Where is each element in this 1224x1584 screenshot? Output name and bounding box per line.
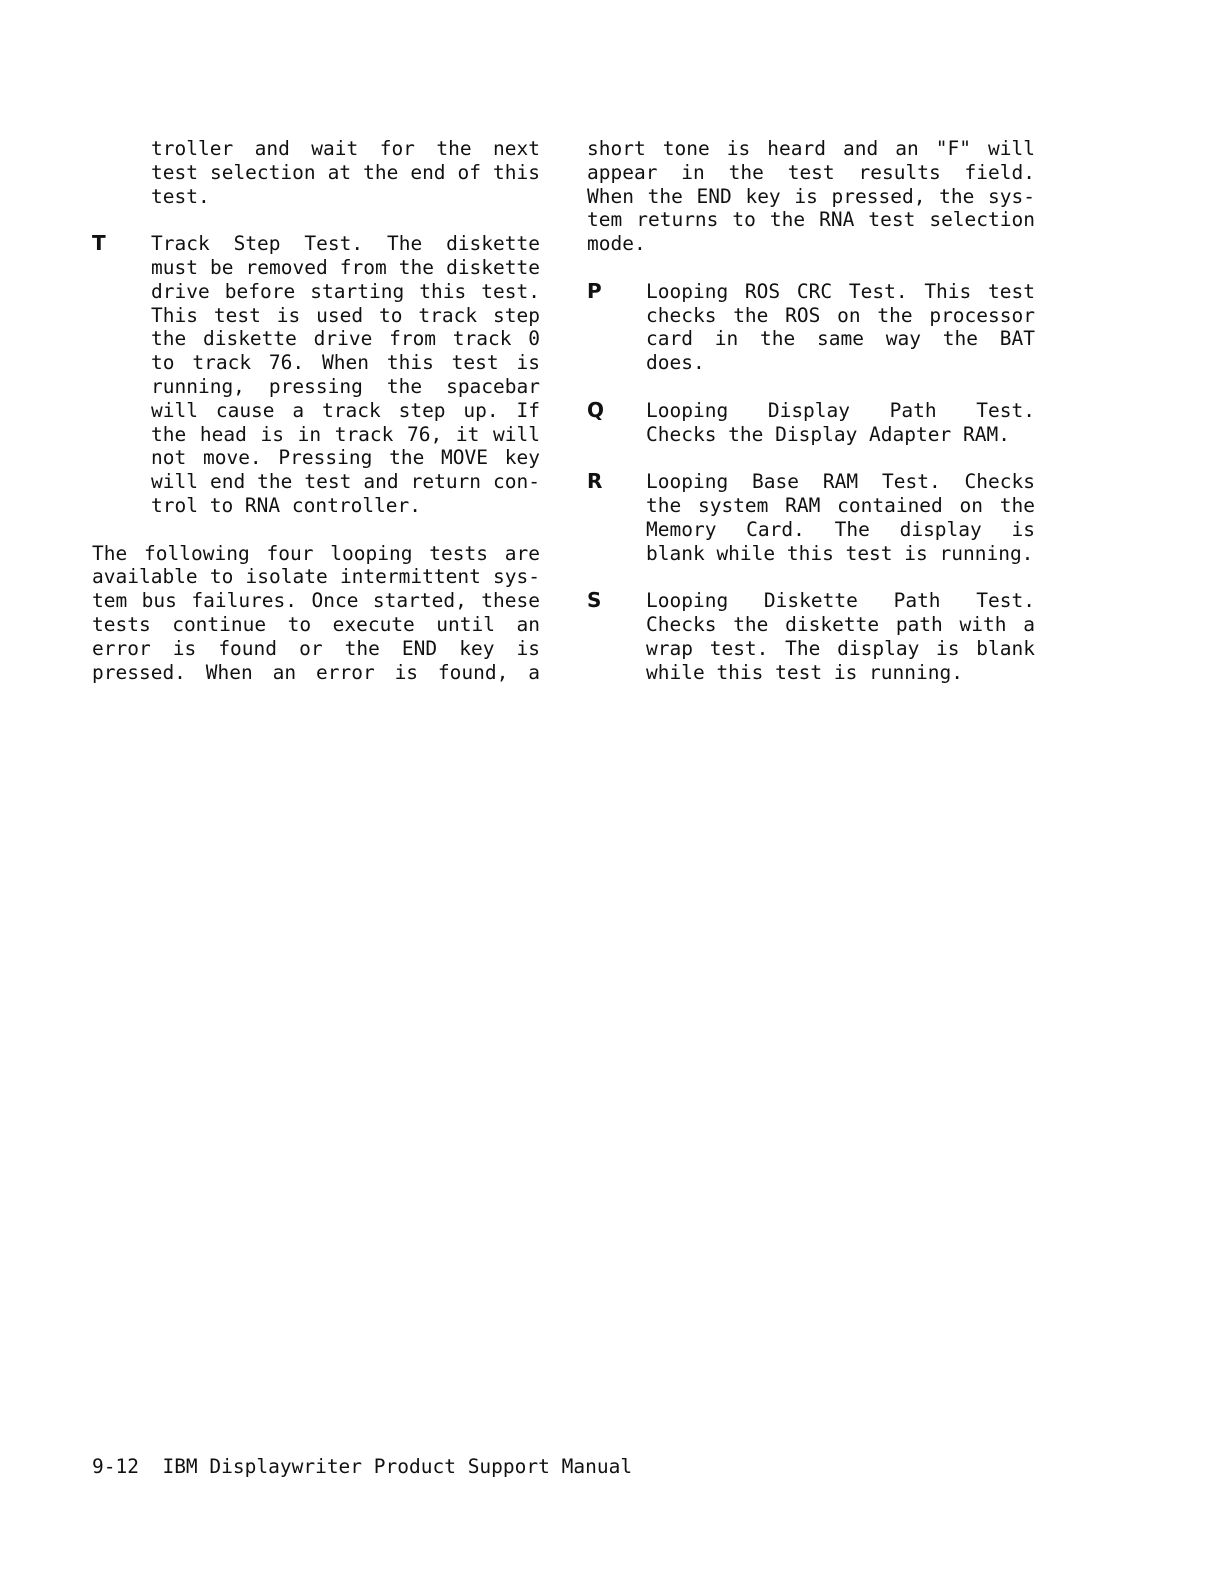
text-line: running, pressing the spacebar — [151, 374, 540, 398]
text-line: short tone is heard and an "F" will — [587, 137, 1035, 160]
text-line: Looping Base RAM Test. Checks — [646, 470, 1035, 494]
text-line: When the END key is pressed, the sys- — [587, 184, 1035, 208]
text-line: tests continue to execute until an — [92, 612, 540, 636]
test-entry-q — [587, 399, 1035, 447]
text-line: test. — [151, 184, 210, 208]
text-line: the system RAM contained on the — [646, 493, 1035, 517]
text-line: wrap test. The display is blank — [646, 636, 1035, 660]
text-line: does. — [646, 351, 705, 375]
test-entry-s — [587, 589, 1035, 684]
text-line: Track Step Test. The diskette — [151, 232, 540, 256]
text-line: checks the ROS on the processor — [646, 303, 1035, 327]
test-key-label: R — [587, 469, 603, 494]
text-line: error is found or the END key is — [92, 636, 540, 660]
text-line: will cause a track step up. If — [151, 398, 540, 422]
text-line: to track 76. When this test is — [151, 351, 540, 375]
text-line: blank while this test is running. — [646, 541, 1034, 565]
text-line: The following four looping tests are — [92, 541, 540, 565]
text-line: Looping Display Path Test. — [646, 398, 1035, 422]
continuation-paragraph-right — [587, 137, 1035, 256]
text-line: test selection at the end of this — [151, 160, 540, 184]
text-line: Checks the Display Adapter RAM. — [646, 422, 1010, 446]
manual-title: IBM Displaywriter Product Support Manual — [162, 1455, 633, 1478]
test-key-label: S — [587, 588, 602, 613]
test-entry-p — [587, 280, 1035, 375]
test-entry-t — [92, 232, 540, 518]
text-line: available to isolate intermittent sys- — [92, 565, 540, 589]
continuation-paragraph-left — [92, 137, 540, 208]
text-line: drive before starting this test. — [151, 279, 540, 303]
text-line: must be removed from the diskette — [151, 255, 540, 279]
text-line: Checks the diskette path with a — [646, 612, 1035, 636]
text-line: Looping ROS CRC Test. This test — [646, 279, 1035, 303]
text-line: appear in the test results field. — [587, 160, 1035, 184]
test-entry-r — [587, 470, 1035, 565]
test-key-label: Q — [587, 397, 605, 422]
text-line: tem returns to the RNA test selection — [587, 208, 1035, 232]
text-line: troller and wait for the next — [151, 137, 540, 160]
text-line: the head is in track 76, it will — [151, 422, 540, 446]
text-line: Looping Diskette Path Test. — [646, 589, 1035, 613]
left-column — [92, 137, 540, 684]
text-line: the diskette drive from track 0 — [151, 327, 540, 351]
text-line: tem bus failures. Once started, these — [92, 589, 540, 613]
text-line: will end the test and return con- — [151, 470, 540, 494]
test-key-label: T — [92, 231, 106, 256]
test-key-label: P — [587, 278, 602, 303]
text-line: This test is used to track step — [151, 303, 540, 327]
text-line: card in the same way the BAT — [646, 327, 1035, 351]
page-number: 9-12 — [92, 1455, 139, 1478]
text-line: not move. Pressing the MOVE key — [151, 446, 540, 470]
text-line: trol to RNA controller. — [151, 493, 422, 517]
text-line: pressed. When an error is found, a — [92, 660, 540, 684]
text-line: mode. — [587, 232, 646, 256]
looping-tests-intro — [92, 542, 540, 685]
text-line: Memory Card. The display is — [646, 517, 1035, 541]
text-line: while this test is running. — [646, 660, 963, 684]
page-footer — [92, 1455, 632, 1479]
right-column — [587, 137, 1035, 684]
